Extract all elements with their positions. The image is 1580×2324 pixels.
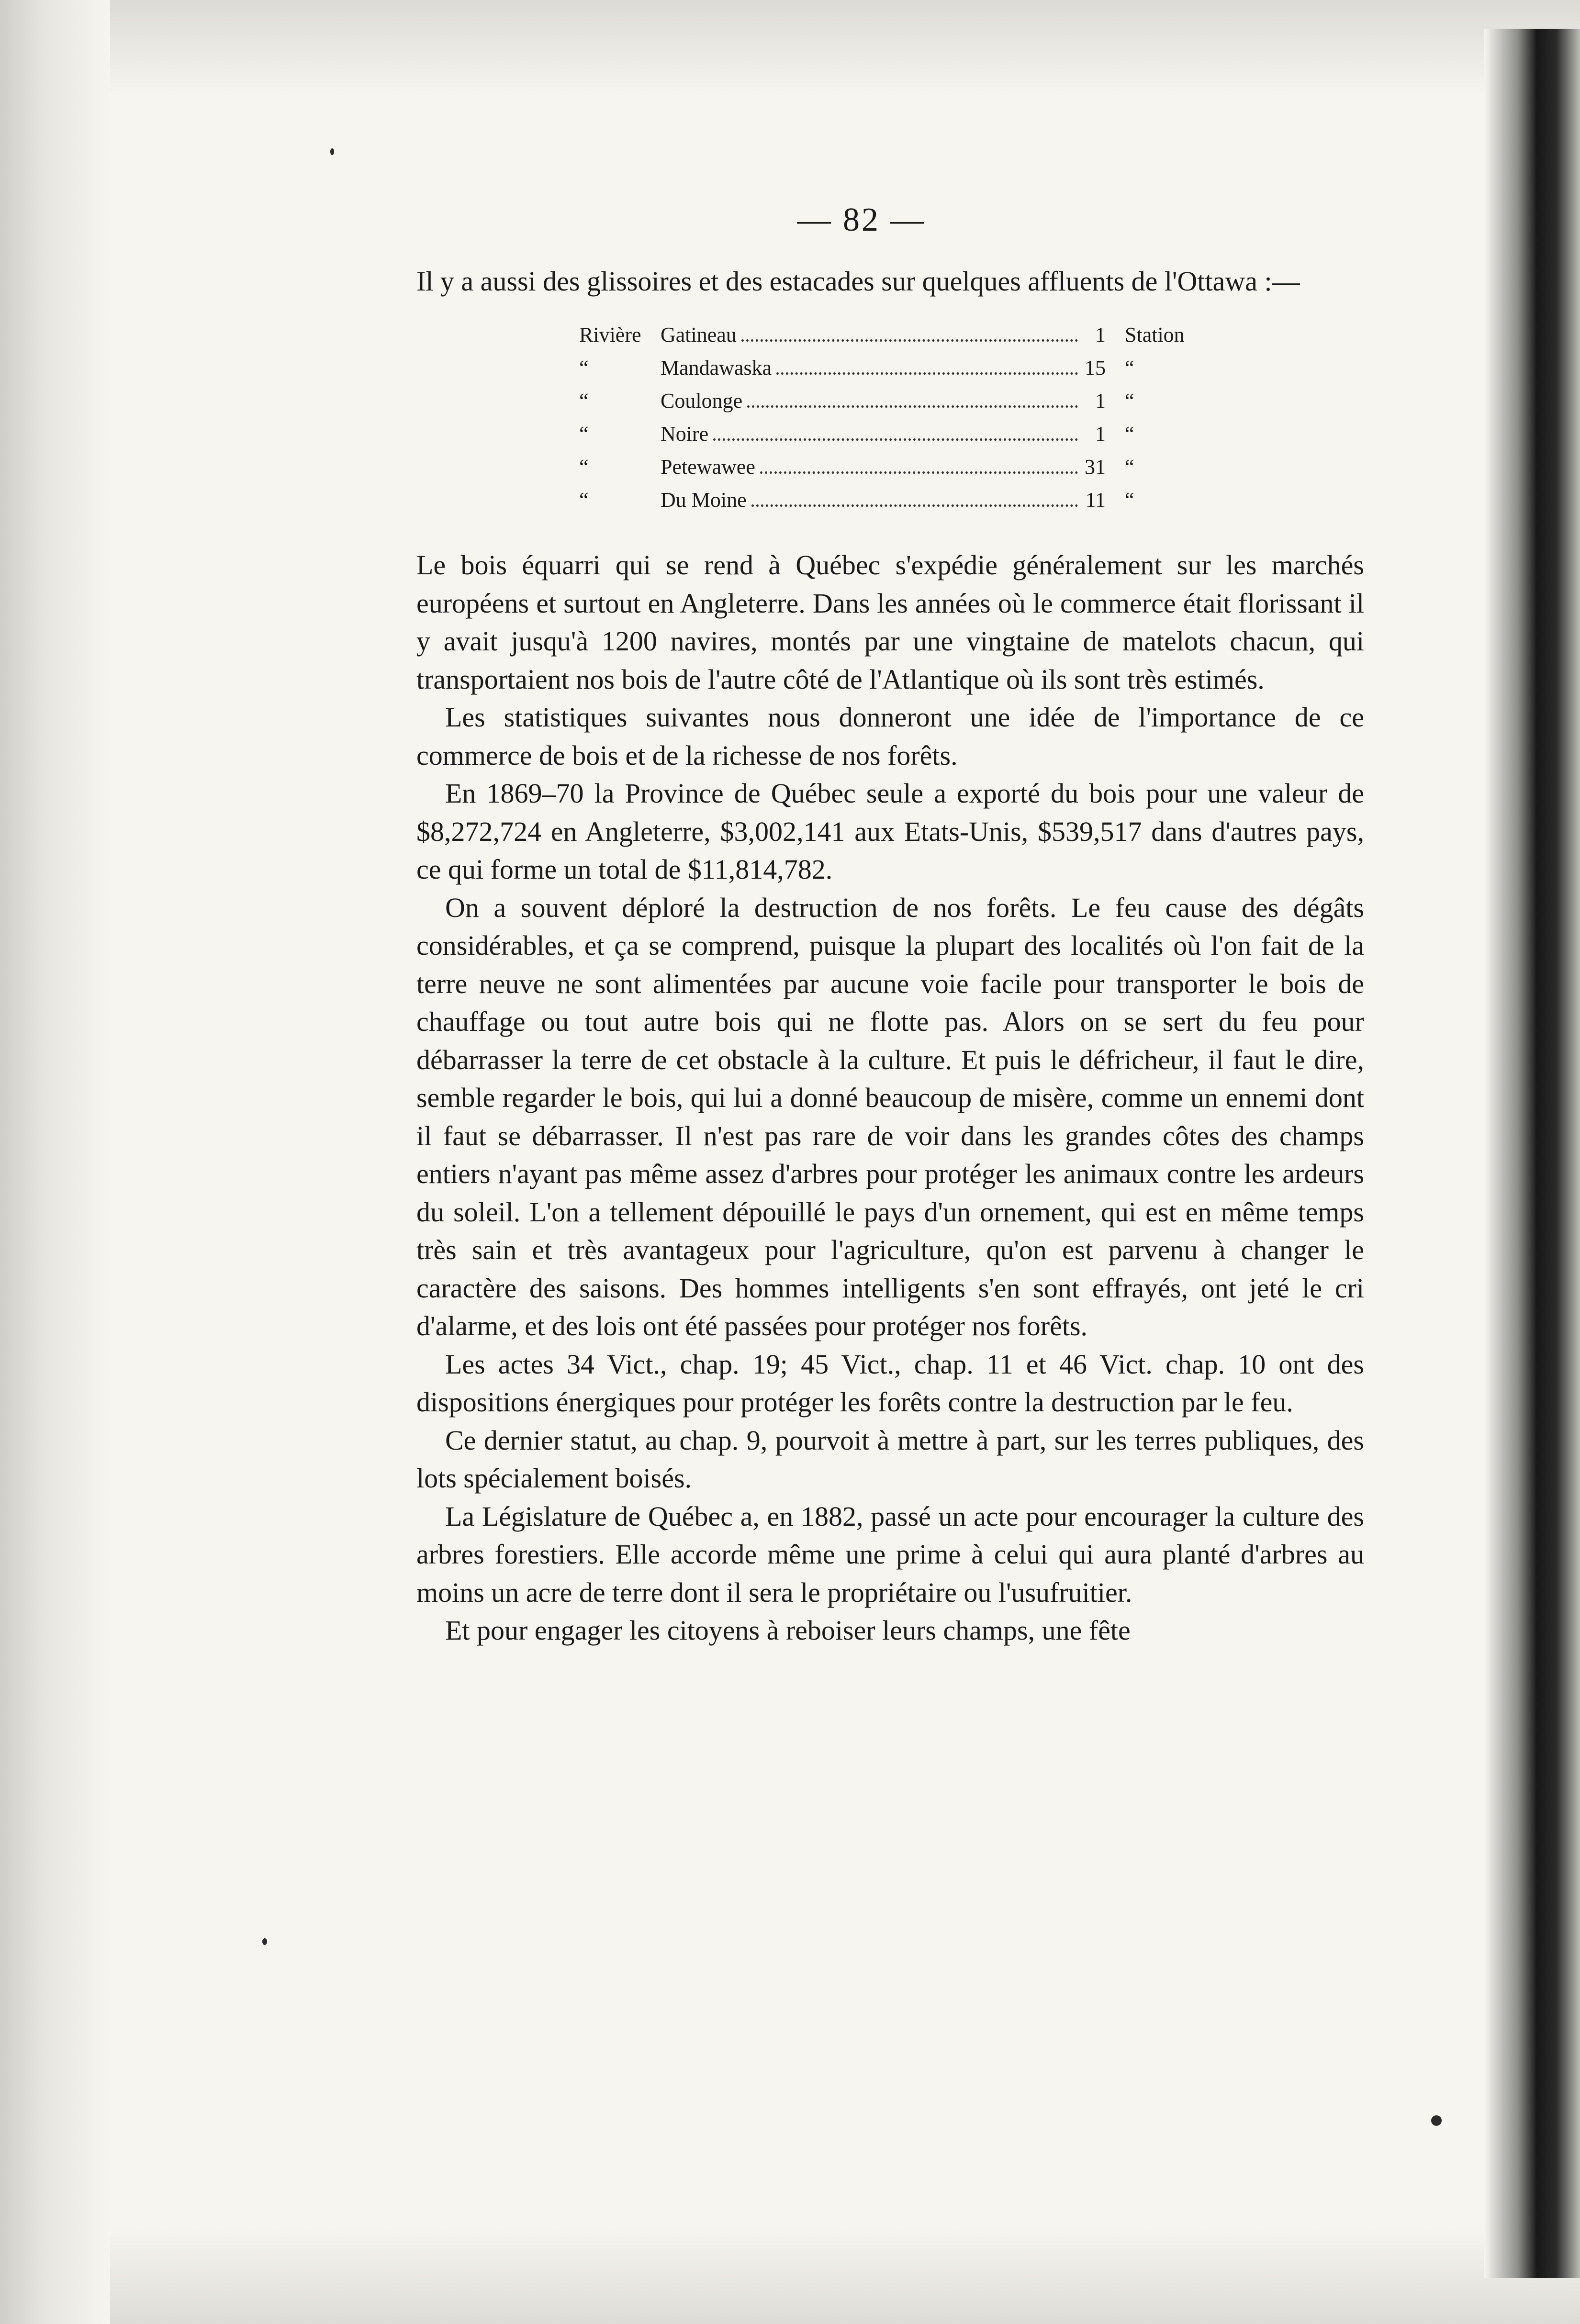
paragraph-forest-destruction: On a souvent déploré la destruction de nos forêts. Le feu cause des dégâts considérables, et ça se comprend, puisque la plupart des localités où l'on fait de la terre neuve ne sont alimentées par aucune voie facile pour transporter le bois de chauffage ou tout autre bois qui ne flotte pas. Alors on se sert du feu pour débarrasser la terre de cet obstacle à la culture. Et puis le défricheur, il faut le dire, semble regarder le bois, qui lui a donné beaucoup de misère, comme un ennemi dont il faut se débarrasser. Il n'est pas rare de voir dans les grandes côtes des champs entiers n'ayant pas même assez d'arbres pour protéger les animaux contre les ardeurs du soleil. L'on a tellement dépouillé le pays d'un ornement, qui est en même temps très sain et très avantageux pour l'agriculture, qu'on est parvenu à changer le caractère des saisons. Des hommes intelligents s'en sont effrayés, ont jeté le cri d'alarme, et des lois ont été passées pour protéger nos forêts. <box>416 892 1364 1341</box>
dot-leader <box>747 405 1078 408</box>
ink-speck <box>1431 2115 1442 2126</box>
station-unit: “ <box>1125 356 1134 380</box>
dot-leader <box>751 504 1078 507</box>
station-count: 1 <box>1095 323 1106 346</box>
scan-shadow-top <box>0 0 1580 96</box>
dot-leader <box>713 438 1078 441</box>
dot-leader <box>741 339 1078 342</box>
station-row <box>579 384 1201 417</box>
paragraph-timber-export: Le bois équarri qui se rend à Québec s'expédie généralement sur les marchés européens et surtout en Angleterre. Dans les années où le commerce était florissant il y avait jusqu'à 1200 navires, montés par une vingtaine de matelots chacun, qui transportaient nos bois de l'autre côté de l'Atlantique où ils sont très estimés. <box>416 549 1364 695</box>
river-name: Du Moine <box>661 488 747 512</box>
station-count: 11 <box>1085 488 1106 512</box>
station-row <box>579 417 1201 450</box>
station-unit: “ <box>1125 488 1134 512</box>
station-count: 15 <box>1085 356 1106 380</box>
station-prefix: “ <box>579 422 589 446</box>
station-row <box>579 450 1201 483</box>
station-count: 31 <box>1085 455 1106 479</box>
ink-speck <box>262 1938 267 1945</box>
intro-paragraph: Il y a aussi des glissoires et des estacades sur quelques affluents de l'Ottawa :— <box>416 266 1300 297</box>
paragraph-reforestation: Et pour engager les citoyens à reboiser leurs champs, une fête <box>445 1615 1131 1646</box>
station-prefix: “ <box>579 455 589 479</box>
station-row <box>579 483 1201 516</box>
station-list <box>579 318 1201 516</box>
book-spine-edge <box>1484 29 1580 2278</box>
page-body <box>416 262 1364 1650</box>
paragraph-legislature: La Législature de Québec a, en 1882, passé un acte pour encourager la culture des arbres forestiers. Elle accorde même une prime à celui qui aura planté d'arbres au moins un acre de terre dont il sera le propriétaire ou l'usufruitier. <box>416 1500 1364 1608</box>
dot-leader <box>776 372 1078 375</box>
paragraph-acts: Les actes 34 Vict., chap. 19; 45 Vict., chap. 11 et 46 Vict. chap. 10 ont des dispositions énergiques pour protéger les forêts contre la destruction par le feu. <box>416 1348 1364 1418</box>
river-name: Coulonge <box>661 389 743 413</box>
paragraph-statute: Ce dernier statut, au chap. 9, pourvoit à mettre à part, sur les terres publiques, des lots spécialement boisés. <box>416 1424 1364 1494</box>
river-name: Mandawaska <box>661 356 772 380</box>
station-unit: “ <box>1125 422 1134 446</box>
station-unit: “ <box>1125 455 1134 479</box>
station-row <box>579 318 1201 351</box>
station-count: 1 <box>1095 389 1106 413</box>
river-name: Petewawee <box>661 455 755 479</box>
station-prefix: “ <box>579 488 589 512</box>
ink-speck <box>330 148 334 155</box>
station-row <box>579 351 1201 384</box>
paragraph-export-values: En 1869–70 la Province de Québec seule a exporté du bois pour une valeur de $8,272,724 en Angleterre, $3,002,141 aux Etats-Unis, $539,517 dans d'autres pays, ce qui forme un total de $11,814,782. <box>416 778 1364 885</box>
scan-shadow-bottom <box>0 2228 1580 2324</box>
dot-leader <box>760 471 1078 474</box>
station-count: 1 <box>1095 422 1106 446</box>
station-prefix: Rivière <box>579 323 641 346</box>
station-prefix: “ <box>579 356 589 380</box>
river-name: Gatineau <box>661 323 737 346</box>
river-name: Noire <box>661 422 709 446</box>
station-unit: Station <box>1125 323 1185 346</box>
station-unit: “ <box>1125 389 1134 413</box>
scan-shadow-left <box>0 0 110 2324</box>
station-prefix: “ <box>579 389 589 413</box>
paragraph-statistics-intro: Les statistiques suivantes nous donneront une idée de l'importance de ce commerce de bois et de la richesse de nos forêts. <box>416 702 1364 771</box>
page-number: — 82 — <box>797 201 926 238</box>
